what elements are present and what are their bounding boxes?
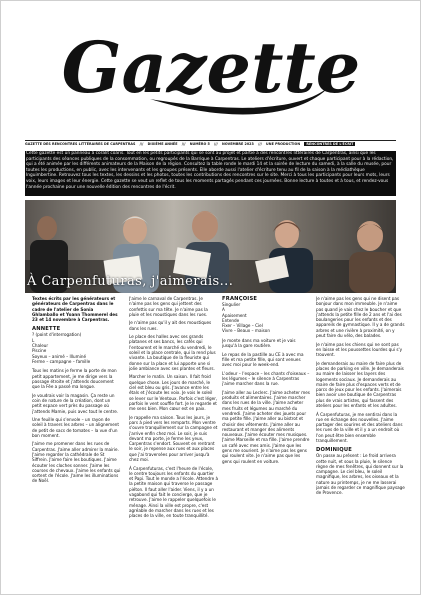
workshop-photo [25, 200, 396, 293]
paragraph: Une feuille qui s'envole – un rayon de soleil à travers les arbres – un alignement de petit de sacs de tomates – la vue d'un bon moment. [32, 417, 119, 438]
info-year: DIXIÈME ANNÉE [147, 142, 178, 146]
annette-word-list [32, 332, 121, 364]
author-heading-francoise: FRANÇOISE [222, 296, 258, 302]
paragraph: Je n'aime pas les chiens qui ne sont pas en laisse et les poussettes lourdes qui s'y trouvent. [316, 341, 403, 358]
paragraph: À Carpenfuturas, c'est l'heure de l'école, le centre toujours les enfants du quartier et Papi. Tout le monde a l'école. Attendre à la petite maison qui traverse le passage piéton. Il faut aller l'aider. Viens, il y a un vagabond qui fait le concierge, que je retrouve. J'aime le rappeler quelquefois le ménage. Ainsi la ville est propre, c'est agréable de marcher dans les rues et les places de la ville, en toute tranquillité. [129, 465, 218, 519]
word-line: Chaleur [32, 343, 49, 349]
info-badge: RENCONTRES DE L'ÉCRIT [306, 142, 354, 146]
paragraph: Je rappelle ma saison. Tous les jours, je pars à pied vers les remparts. Mon ventre s'ouvre tranquillement sur la campagne et j'arrive enfin chez moi. Le soir, je suis devant ma porte, je ferme les yeux, Carpentras s'endort. Souvent en rentrant le soir, je repense aux rues et aux places que j'ai traversées pour arriver jusqu'à chez moi. [129, 414, 218, 463]
paragraph: Le repas de la pastille au CE à avec ma fille et ma petite fille, qui sont venues avec moi pour le week-end. [222, 351, 304, 368]
word-line: Apaisement [222, 312, 247, 318]
paragraph: À Carpenfuturas, je me sentirai dans la rue en échange des nouvelles. J'aime partager des sourires et des ateliers dans les rues de la ville et il y a un endroit où l'on peut être bien ensemble tranquillement. [316, 411, 403, 443]
paragraph: Je demanderais au maire de faire plus de places de parking en ville. Je demanderais au maire de laisser les layers des logements sociaux. Je demanderais au maire de faire plus d'espaces verts et de parcs de jeux pour les enfants. J'aimerais bien avoir une boutique de Carpentras plus de vrais artistes, qui fassent des ateliers pour les enfants et les adultes. [316, 360, 404, 409]
info-separator: /// [181, 142, 186, 146]
paragraph: Marcher le matin. Un saison. Il fait froid quelque chose. Les jours de marché, le ciel est bleu ou gris. J'avance entre les étals et j'écoute les voix. Je vois le soleil se lever sur le Ventoux. Parfois c'est léger, parfois le vent souffle fort. Je le regarde et me sens bien. Mon cœur est en paix. [129, 374, 218, 412]
column-2 [129, 296, 218, 586]
column-1-intro: Textes écrits par les générateurs et générateurs de Carpentras dans le cadre de l'atelier de Sonia Ghlamballo et Yoann Thommerel des 23 et 14 novembre à Carpentras. [32, 296, 118, 323]
word-line: L [32, 337, 35, 343]
author-heading-dominique: DOMINIQUE [316, 447, 353, 454]
paragraph: J'aime le carnaval de Carpentras. Je n'aime pas les gens qui jettent des confettis sur ma tête. Je n'aime pas la pluie et les moustiques dans les rues. [129, 296, 208, 317]
paragraph: Tous les matins je ferme la porte de mon petit appartement, je me dirige vers la passage étroite et j'attends doucement que la Fée a passé ma longue. [32, 368, 117, 390]
word-line: Entende [222, 317, 240, 323]
column-4 [316, 296, 405, 586]
word-line: Piscine [32, 348, 47, 354]
author-heading-annette: ANNETTE [32, 326, 61, 333]
info-issue: NUMÉRO 5 [189, 142, 210, 146]
word-line: Fixer – Village – Ciel [222, 323, 263, 329]
masthead [0, 6, 421, 116]
photo-caption: À Carpenfuturas, j'aimerais... [27, 274, 234, 289]
word-line: Ferme – campagne – famille [32, 358, 91, 364]
info-separator: /// [258, 142, 262, 146]
info-bar [25, 140, 396, 149]
paragraph: Je voudrais voir la magasin. Ça reste un coin de nature de la création, dont un petit espace vert près du passage où j'attends Mamie, puis avec tout le centre. [32, 392, 119, 414]
paragraph: J'aime me promener dans les rues de Carpentras. J'aime aller admirer la mairie. J'aime regarder la cathédrale de St Siffrein. J'aime faire les boutiques. J'aime écouter les cloches sonner. J'aime les courses de chevaux. J'aime les enfants qui sortent de l'école. J'aime les illuminations de Noël. [32, 441, 121, 484]
column-1 [32, 296, 121, 586]
paragraph: Je n'aime pas qu'il y ait des moustiques dans les rues. [129, 320, 212, 331]
intro-box: Cette gazette est un panneau à coralit coaris. Tout en les petits participants qui se sont au projet et partie à des rencontres littéraires de Carpentras, ainsi que les participants des séances publiques de la consommation, ou regroupés de la Barrique à Carpentras. Le ateliers d'écriture, ouvert et chaque participant pour à la rédaction, qui a été animée par les différents animateurs de la Maison de la région. Consultez la table ronde le mardi 14 et la soirée de lecture du samedi, à la salle du musée, pour toutes les productions, en public, avec les intervenants et les groupes présents. Elle aborde aussi l'atelier d'écriture tenu au fil de la saison à la médiathèque Inguimbertine. Retrouvez tous les textes, les dessins et les photos, toutes les contributions des rencontres sur le site. Merci à tous les participants pour leurs mots, leurs voix, leurs images et leur énergie. Cette gazette se veut un reflet de tous les moments partagés pendant ces journées. Bonne lecture à toutes et à tous, et rendez-vous l'année prochaine pour une nouvelle édition des rencontres de l'écrit. [25, 151, 396, 196]
info-production: UNE PRODUCTION [266, 142, 301, 146]
word-line: Vivre – Beaux – maison [222, 328, 270, 334]
word-line: Soyeux – animé – Illuminé [32, 353, 87, 359]
francoise-word-list [222, 302, 311, 334]
column-3 [222, 296, 311, 586]
paragraph: L'odeur – l'espace – les chants d'oiseaux – les légumes – le silence à Carpentras j'aime marcher dans la rue. [222, 370, 310, 387]
info-date: NOVEMBRE 2023 [222, 142, 254, 146]
info-separator: /// [139, 142, 144, 146]
word-line: Singulier [222, 302, 241, 307]
word-line: A [222, 307, 225, 313]
paragraph: Je n'aime pas les gens qui ne disent pas bonjour dans mon immeuble. Je n'aime pas quand je vais chez le boucher et que j'attends la petite fille de 2 ans et l'ai des boulangeries pour les enfants et des appareils de gymnastique. Il y a de grands arbres et une rivière à proximité, on y peut faire du vélo, des balades. [316, 296, 405, 339]
info-publication: GAZETTE DES RENCONTRES LITTÉRAIRES DE CARPENTRAS [25, 142, 136, 146]
masthead-title: Gazette [61, 26, 361, 109]
paragraph: Je monte dans ma voiture et je vais jusqu'à la gare routière. [222, 337, 296, 349]
masthead-logo [0, 6, 421, 131]
paragraph: Le place des halles avec ses grands platanes et ses bancs, les cafés qui l'entourent et le marché du vendredi, le soleil et la place centrale, qui la rend plus vivante. La boutique de la fleuriste qui donne sur la place et lui apporte une si jolie ambiance avec ses plantes et fleurs. [129, 334, 216, 371]
info-separator: /// [214, 142, 218, 146]
word-line: ? (point d'interrogation) [32, 332, 82, 338]
paragraph: J'aime aller au Leclerc. J'aime acheter mes produits et alimentaires. J'aime marcher dans les rues de la ville. J'aime acheter mes fruits et légumes au marché du vendredi. J'aime acheter des jouets pour ma petite fille. J'aime aller au bistrot et choisir des vêtements. J'aime aller au restaurant et manger des aliments nouveaux. J'aime écouter mes musiques. J'aime Marseille et ma fille. J'aime prendre un café avec mes amis. J'aime que les gens me sourient. Je n'aime pas les gens qui roulent vite. Je n'aime pas que les gens qui roulent en voiture. [222, 389, 310, 464]
paragraph: On passe au présent : Le froid arrivera cette nuit, et sous la pluie, le silence règne de mes fenêtres, qui donnent sur la campagne. Le ciel bleu, le soleil magnifique, les arbres, les oiseaux et la nature au printemps, je ne me lasserai jamais de regarder ce magnifique paysage de Provence. [316, 453, 405, 496]
